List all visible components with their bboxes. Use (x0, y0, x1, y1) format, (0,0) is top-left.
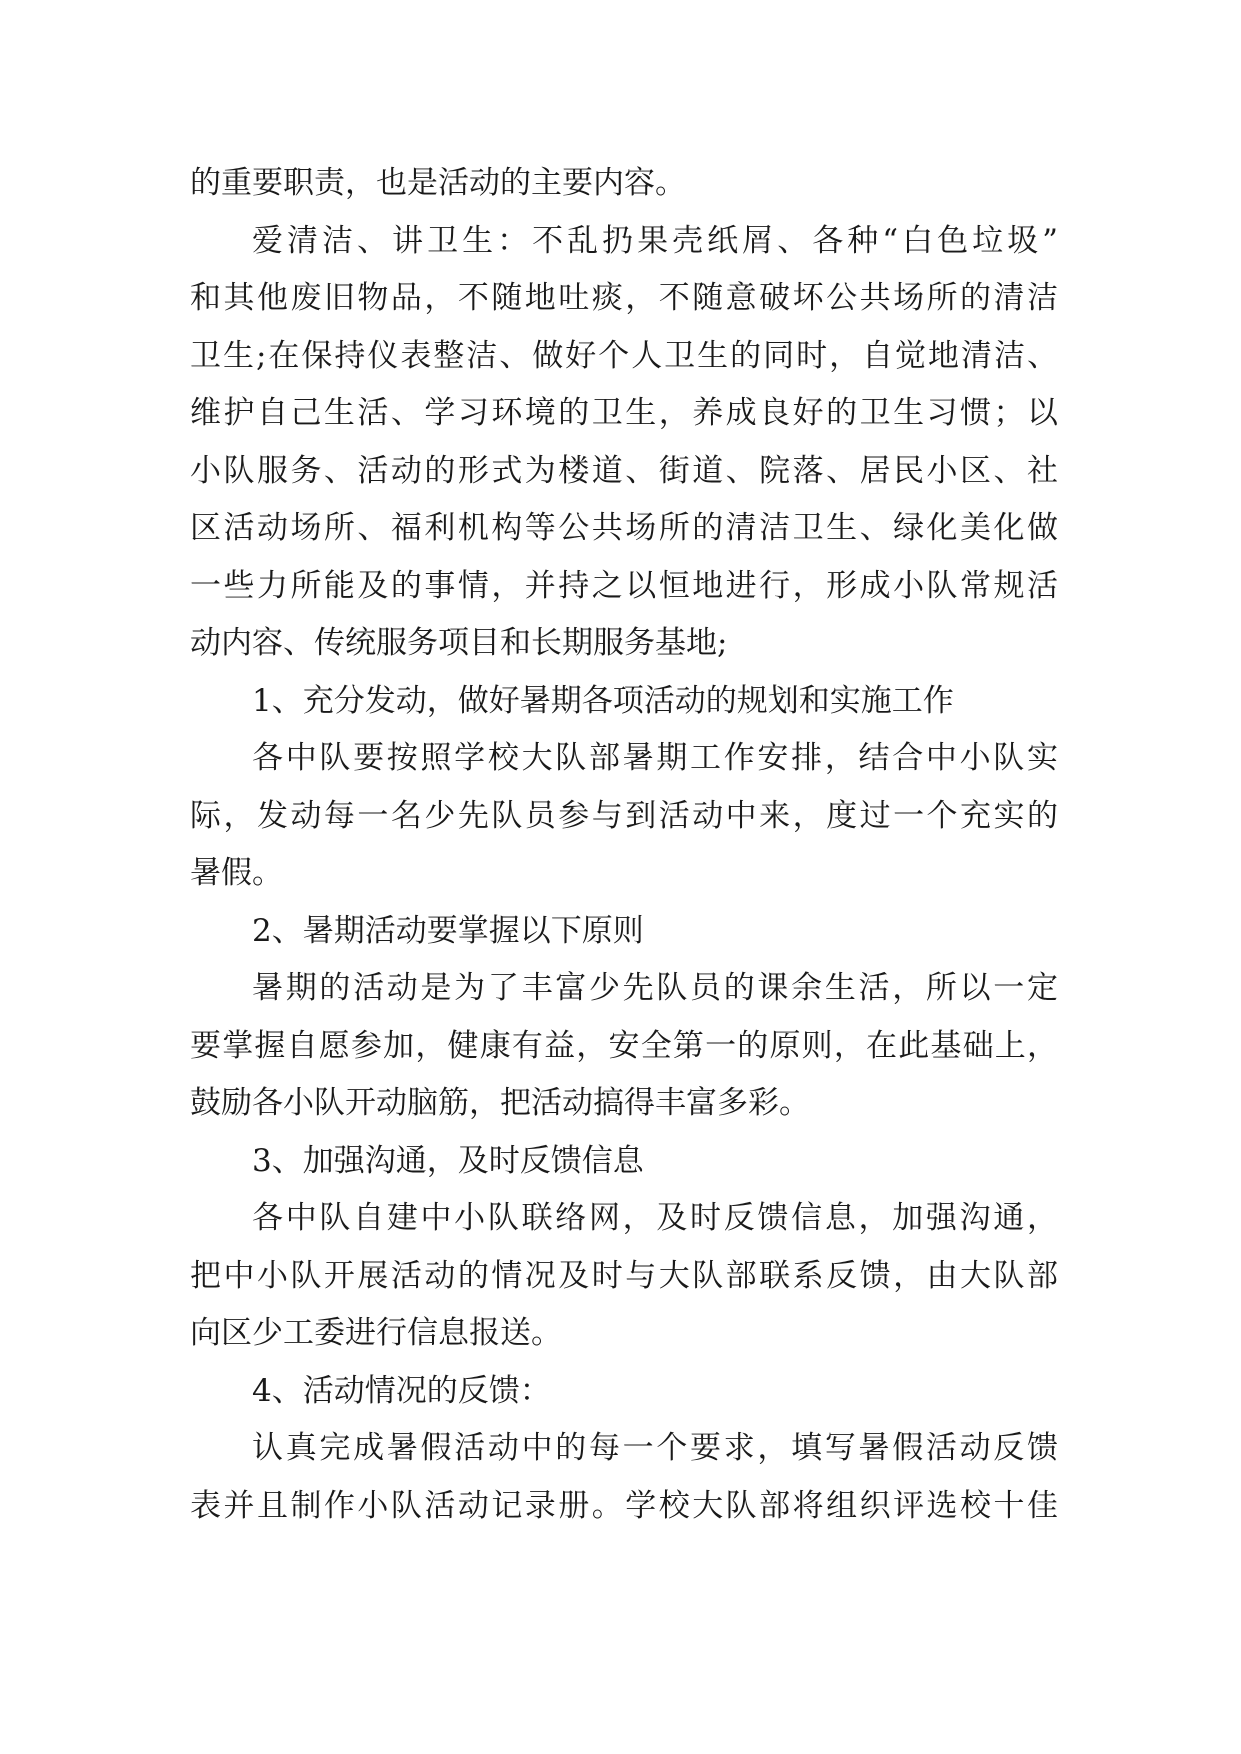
text-line: 暑期的活动是为了丰富少先队员的课余生活，所以一定 (252, 970, 1058, 1006)
text-line: 小队服务、活动的形式为楼道、街道、院落、居民小区、社 (190, 452, 1058, 489)
text-line: 际，发动每一名少先队员参与到活动中来，度过一个充实的 (190, 797, 1058, 834)
text-line: 动内容、传统服务项目和长期服务基地; (190, 625, 728, 661)
text-line: 1、充分发动，做好暑期各项活动的规划和实施工作 (252, 682, 954, 719)
text-line: 的重要职责，也是活动的主要内容。 (190, 165, 686, 201)
text-line: 维护自己生活、学习环境的卫生，养成良好的卫生习惯；以 (190, 395, 1058, 431)
text-line: 各中队自建中小队联络网，及时反馈信息，加强沟通， (252, 1200, 1058, 1236)
text-line: 各中队要按照学校大队部暑期工作安排，结合中小队实 (252, 740, 1058, 776)
text-line: 把中小队开展活动的情况及时与大队部联系反馈，由大队部 (190, 1257, 1058, 1294)
text-line: 2、暑期活动要掌握以下原则 (252, 912, 644, 949)
text-line: 一些力所能及的事情，并持之以恒地进行，形成小队常规活 (190, 567, 1058, 604)
document-body (190, 155, 1058, 1535)
text-line: 向区少工委进行信息报送。 (190, 1315, 562, 1351)
text-line: 认真完成暑假活动中的每一个要求，填写暑假活动反馈 (252, 1430, 1058, 1466)
text-line: 要掌握自愿参加，健康有益，安全第一的原则，在此基础上， (190, 1027, 1058, 1064)
text-line: 鼓励各小队开动脑筋，把活动搞得丰富多彩。 (190, 1085, 810, 1121)
text-line: 表并且制作小队活动记录册。学校大队部将组织评选校十佳 (190, 1487, 1058, 1524)
text-line: 卫生;在保持仪表整洁、做好个人卫生的同时，自觉地清洁、 (190, 337, 1058, 374)
text-line: 区活动场所、福利机构等公共场所的清洁卫生、绿化美化做 (190, 510, 1058, 546)
text-line: 4、活动情况的反馈： (252, 1372, 551, 1409)
text-line: 暑假。 (190, 855, 283, 891)
text-line: 和其他废旧物品，不随地吐痰，不随意破坏公共场所的清洁 (190, 280, 1058, 316)
text-line: 爱清洁、讲卫生：不乱扔果壳纸屑、各种“白色垃圾” (252, 222, 1058, 259)
text-line: 3、加强沟通，及时反馈信息 (252, 1142, 644, 1179)
